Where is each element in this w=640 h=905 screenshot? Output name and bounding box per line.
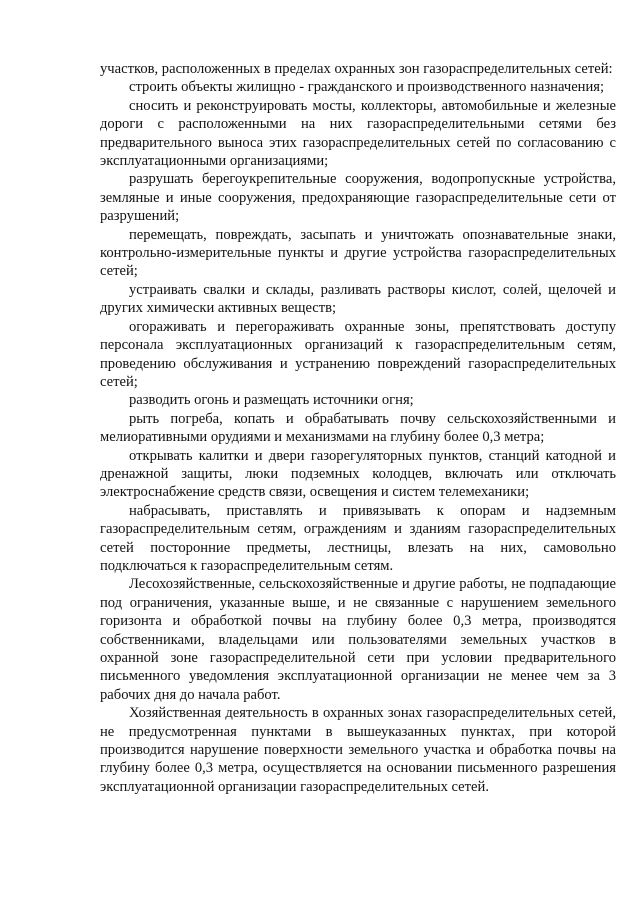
paragraph-continuation: участков, расположенных в пределах охранных зон газораспределительных сетей: [100, 61, 613, 77]
paragraph-prohibition-destroy-structures: разрушать берегоукрепительные сооружения, водопропускные устройства, земляные и иные сооружения, предохраняющие газораспределительные сети от разрушений; [100, 171, 616, 225]
paragraph-prohibition-doors: открывать калитки и двери газорегуляторных пунктов, станций катодной и дренажной защиты, люки подземных колодцев, включать или отключать электроснабжение средств связи, освещения и систем телемеханики; [100, 447, 616, 501]
paragraph-prohibition-dumps: устраивать свалки и склады, разливать растворы кислот, солей, щелочей и других химически активных веществ; [100, 281, 616, 317]
paragraph-prohibition-fencing: огораживать и перегораживать охранные зоны, препятствовать доступу персонала эксплуатационных организаций к газораспределительным сетям, проведению обслуживания и устранению повреждений газораспределительных сетей; [100, 318, 616, 390]
paragraph-prohibition-demolition: сносить и реконструировать мосты, коллекторы, автомобильные и железные дороги с расположенными на них газораспределительными сетями без предварительного выноса этих газораспределительных сетей по согласованию с эксплуатационными организациями; [100, 97, 616, 170]
paragraph-prohibition-digging: рыть погреба, копать и обрабатывать почву сельскохозяйственными и мелиоративными орудиями и механизмами на глубину более 0,3 метра; [100, 410, 616, 446]
paragraph-prohibition-fire: разводить огонь и размещать источники огня; [129, 392, 414, 409]
paragraph-agricultural-works: Лесохозяйственные, сельскохозяйственные и другие работы, не подпадающие под ограничения, указанные выше, и не связанные с нарушением земельного горизонта и обработкой почвы на глубину более 0,3 метра, производятся собственниками, владельцами или пользователями земельных участков в охранной зоне газораспределительной сети при условии предварительного письменного уведомления эксплуатационной организации не менее чем за 3 рабочих дня до начала работ. [100, 576, 616, 703]
paragraph-prohibition-signs: перемещать, повреждать, засыпать и уничтожать опознавательные знаки, контрольно-измерительные пункты и другие устройства газораспределительных сетей; [100, 226, 616, 280]
document-body [100, 60, 616, 796]
paragraph-prohibition-objects: набрасывать, приставлять и привязывать к опорам и надземным газораспределительным сетям, ограждениям и зданиям газораспределительных сетей посторонние предметы, лестницы, влезать на них, самовольно подключаться к газораспределительным сетям. [100, 502, 616, 574]
paragraph-economic-activity: Хозяйственная деятельность в охранных зонах газораспределительных сетей, не предусмотренная пунктами в вышеуказанных пунктах, при которой производится нарушение поверхности земельного участка и обработка почвы на глубину более 0,3 метра, осуществляется на основании письменного разрешения эксплуатационной организации газораспределительных сетей. [100, 705, 616, 795]
paragraph-prohibition-construction: строить объекты жилищно - гражданского и производственного назначения; [129, 79, 605, 96]
